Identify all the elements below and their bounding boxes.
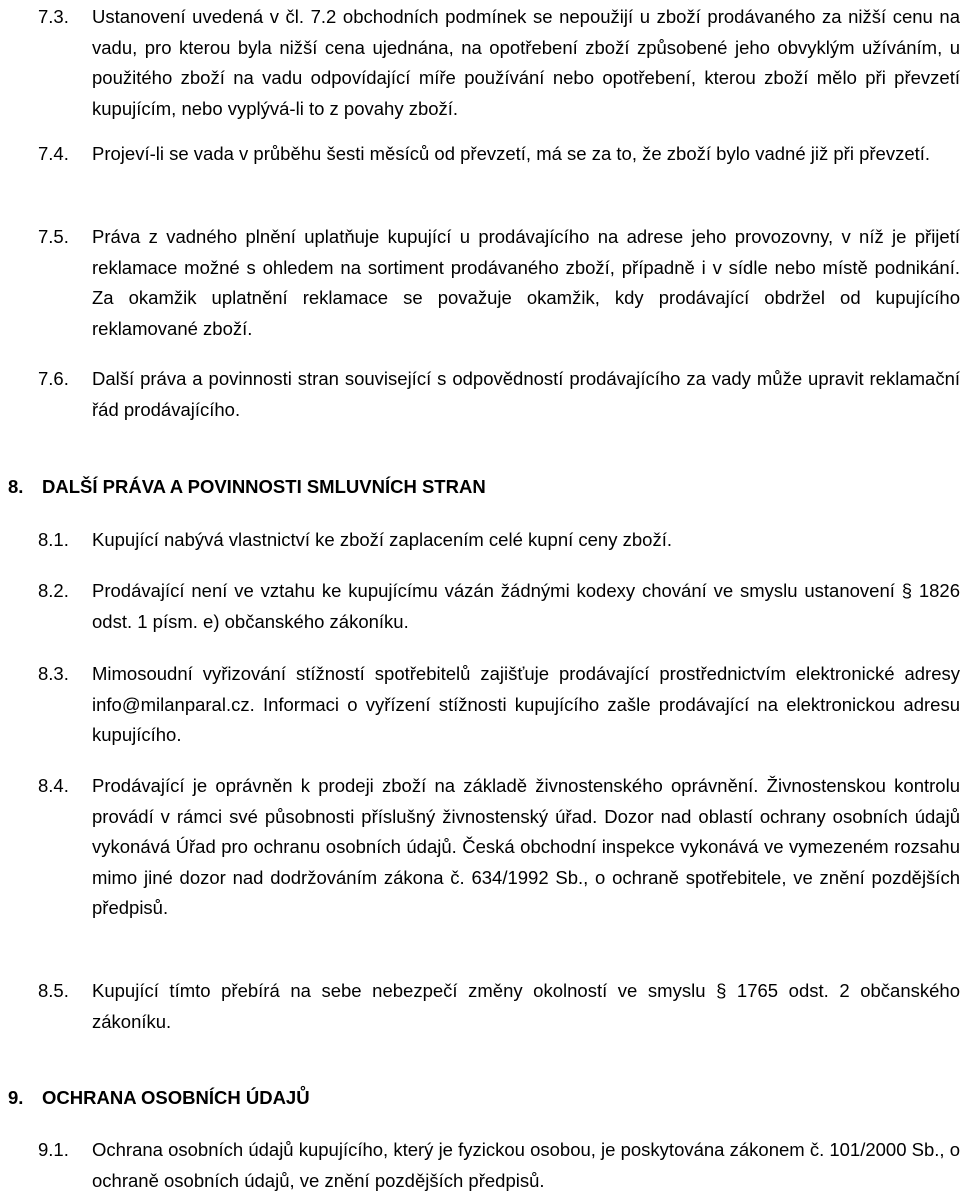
section-title: OCHRANA OSOBNÍCH ÚDAJŮ (42, 1087, 310, 1108)
clause-number: 7.6. (38, 368, 69, 389)
clause-text: Projeví-li se vada v průběhu šesti měsíců od převzetí, má se za to, že zboží bylo vadné již při převzetí. (92, 143, 931, 164)
clause-number: 8.1. (38, 529, 69, 550)
clause-number: 9.1. (38, 1139, 69, 1160)
clause-text: Prodávající je oprávněn k prodeji zboží na základě živnostenského oprávnění. Živnostenskou kontrolu provádí v rámci své působnosti příslušný živnostenský úřad. Dozor nad oblastí ochrany osobních údajů vykonává Úřad pro ochranu osobních údajů. Česká obchodní inspekce vykonává ve vymezeném rozsahu mimo jiné dozor nad dodržováním zákona č. 634/1992 Sb., o ochraně spotřebitele, ve znění pozdějších předpisů. (92, 775, 960, 918)
clause-number: 8.4. (38, 775, 69, 796)
section-number: 8. (8, 476, 24, 497)
clause-number: 8.2. (38, 580, 69, 601)
clause-text: Další práva a povinnosti stran související s odpovědností prodávajícího za vady může upravit reklamační řád prodávajícího. (92, 368, 960, 420)
clause-text: Práva z vadného plnění uplatňuje kupující u prodávajícího na adrese jeho provozovny, v níž je přijetí reklamace možné s ohledem na sortiment prodávaného zboží, případně i v sídle nebo místě podnikání. Za okamžik uplatnění reklamace se považuje okamžik, kdy prodávající obdržel od kupujícího reklamované zboží. (92, 226, 960, 339)
clause-number: 7.5. (38, 226, 69, 247)
clause-number: 8.3. (38, 663, 69, 684)
section-number: 9. (8, 1087, 24, 1108)
clause-text: Mimosoudní vyřizování stížností spotřebitelů zajišťuje prodávající prostřednictvím elektronické adresy info@milanparal.cz. Informaci o vyřízení stížnosti kupujícího zašle prodávající na elektronickou adresu kupujícího. (92, 663, 960, 745)
section-title: DALŠÍ PRÁVA A POVINNOSTI SMLUVNÍCH STRAN (42, 476, 486, 497)
clause-text: Ustanovení uvedená v čl. 7.2 obchodních podmínek se nepoužijí u zboží prodávaného za nižší cenu na vadu, pro kterou byla nižší cena ujednána, na opotřebení zboží způsobené jeho obvyklým užíváním, u použitého zboží na vadu odpovídající míře používání nebo opotřebení, kterou zboží mělo při převzetí kupujícím, nebo vyplývá-li to z povahy zboží. (92, 6, 960, 119)
clause-number: 7.3. (38, 6, 69, 27)
clause-text: Kupující tímto přebírá na sebe nebezpečí změny okolností ve smyslu § 1765 odst. 2 občanského zákoníku. (92, 980, 960, 1032)
clause-number: 7.4. (38, 143, 69, 164)
clause-text: Prodávající není ve vztahu ke kupujícímu vázán žádnými kodexy chování ve smyslu ustanovení § 1826 odst. 1 písm. e) občanského zákoníku. (92, 580, 960, 632)
clause-number: 8.5. (38, 980, 69, 1001)
clause-text: Kupující nabývá vlastnictví ke zboží zaplacením celé kupní ceny zboží. (92, 529, 672, 550)
clause-text: Ochrana osobních údajů kupujícího, který je fyzickou osobou, je poskytována zákonem č. 101/2000 Sb., o ochraně osobních údajů, ve znění pozdějších předpisů. (92, 1139, 960, 1191)
